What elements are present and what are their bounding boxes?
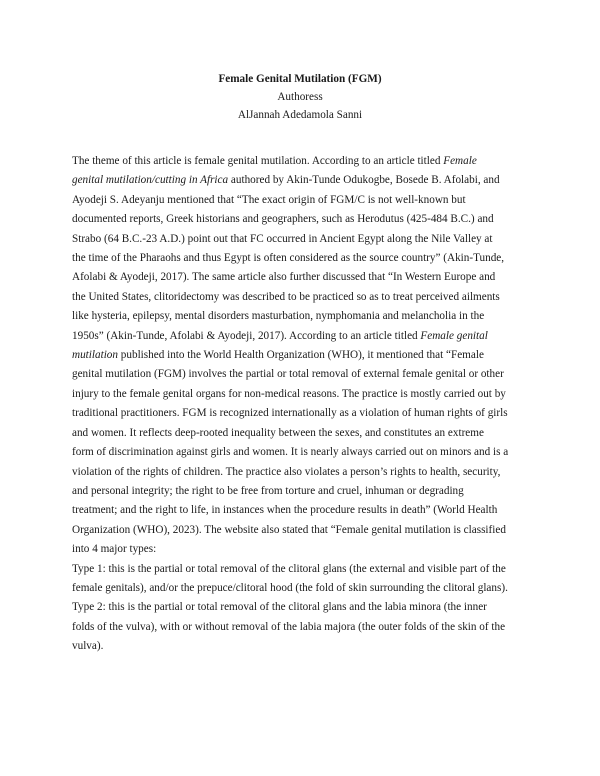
text-line — [72, 443, 530, 462]
text-line — [72, 404, 530, 423]
text-segment: Type 2: this is the partial or total removal of the clitoral glans and the labia minora (the inner — [72, 601, 487, 614]
title-block — [0, 70, 600, 124]
text-segment: Afolabi & Ayodeji, 2017). The same article also further discussed that “In Western Europe and — [72, 271, 496, 284]
text-line — [72, 268, 530, 287]
text-line — [72, 307, 530, 326]
italic-title: Female genital — [420, 329, 488, 342]
document-title: Female Genital Mutilation (FGM) — [218, 73, 382, 85]
text-segment: folds of the vulva), with or without removal of the labia majora (the outer folds of the skin of the — [72, 620, 506, 633]
text-segment: 1950s” (Akin-Tunde, Afolabi & Ayodeji, 2017). According to an article titled — [72, 329, 421, 342]
text-segment: treatment; and the right to life, in instances when the procedure results in death” (World Health — [72, 504, 498, 517]
text-segment: into 4 major types: — [72, 543, 157, 556]
text-segment: Strabo (64 B.C.-23 A.D.) point out that FC occurred in Ancient Egypt along the Nile Valley at — [72, 232, 493, 245]
text-line — [72, 560, 530, 579]
text-line — [72, 365, 530, 384]
author-role: Authoress — [277, 91, 323, 103]
text-line — [72, 618, 530, 637]
text-segment: traditional practitioners. FGM is recognized internationally as a violation of human rights of girls — [72, 407, 508, 420]
text-line — [72, 171, 530, 190]
italic-title: mutilation — [72, 349, 118, 362]
text-segment: Organization (WHO), 2023). The website also stated that “Female genital mutilation is classified — [72, 523, 506, 536]
text-segment: The theme of this article is female genital mutilation. According to an article titled — [72, 155, 444, 167]
text-line — [72, 463, 530, 482]
text-segment: vulva). — [72, 640, 104, 653]
text-line — [72, 152, 530, 171]
text-segment: and personal integrity; the right to be free from torture and cruel, inhuman or degrading — [72, 484, 464, 497]
text-segment: and women. It reflects deep-rooted inequality between the sexes, and constitutes an extreme — [72, 426, 484, 439]
text-segment: Ayodeji S. Adeyanju mentioned that “The exact origin of FGM/C is not well-known but — [72, 193, 466, 206]
text-line — [72, 288, 530, 307]
text-line — [72, 346, 530, 365]
text-line — [72, 191, 530, 210]
text-segment: genital mutilation (FGM) involves the partial or total removal of external female genital or other — [72, 368, 504, 381]
text-line — [72, 385, 530, 404]
text-segment: authored by Akin-Tunde Odukogbe, Bosede B. Afolabi, and — [228, 174, 500, 187]
text-line — [72, 249, 530, 268]
author-name: AlJannah Adedamola Sanni — [237, 109, 363, 121]
text-line — [72, 579, 530, 598]
text-segment: like hysteria, epilepsy, mental disorders masturbation, nymphomania and melancholia in the — [72, 310, 485, 323]
text-segment: Type 1: this is the partial or total removal of the clitoral glans (the external and visible part of the — [72, 562, 506, 575]
text-segment: female genitals), and/or the prepuce/clitoral hood (the fold of skin surrounding the clitoral glans). — [72, 581, 508, 594]
text-segment: published into the World Health Organization (WHO), it mentioned that “Female — [118, 349, 484, 362]
text-line — [72, 521, 530, 540]
italic-title: Female — [443, 155, 477, 167]
text-segment: form of discrimination against girls and women. It is nearly always carried out on minors and is a — [72, 446, 509, 459]
text-line — [72, 210, 530, 229]
text-line — [72, 424, 530, 443]
text-segment: the United States, clitoridectomy was described to be practiced so as to treat perceived ailments — [72, 290, 500, 303]
text-line — [72, 501, 530, 520]
text-line — [72, 327, 530, 346]
text-line — [72, 540, 530, 559]
text-segment: documented reports, Greek historians and geographers, such as Herodutus (425-484 B.C.) and — [72, 213, 494, 226]
italic-title: genital mutilation/cutting in Africa — [72, 174, 229, 187]
text-line — [72, 482, 530, 501]
text-line — [72, 230, 530, 249]
text-line — [72, 598, 530, 617]
text-segment: the time of the Pharaohs and thus Egypt is often considered as the source country” (Akin-Tunde, — [72, 252, 505, 265]
text-line — [72, 637, 530, 656]
text-segment: violation of the rights of children. The practice also violates a person’s rights to health, security, — [72, 465, 501, 478]
text-segment: injury to the female genital organs for non-medical reasons. The practice is mostly carried out by — [72, 387, 506, 400]
body-text — [72, 152, 530, 657]
